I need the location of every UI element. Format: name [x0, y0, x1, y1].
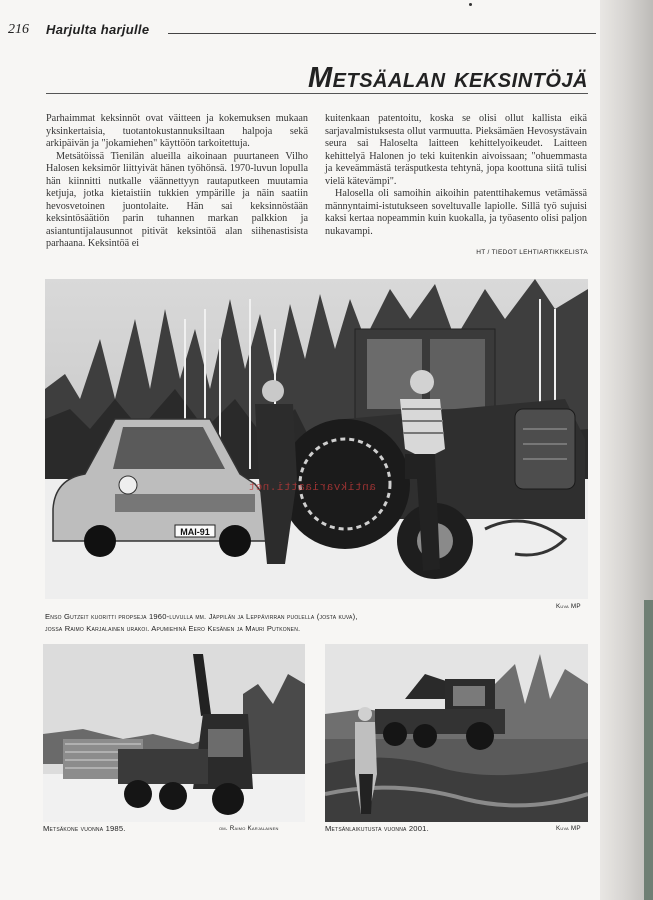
paragraph: Halosella oli samoihin aikoihin patenttihakemus vetämässä männyntaimi-istutukseen soveltuvalle lapiolle. Sillä työ sujuisi kaksi kertaa nopeammin kuin kuokalla, ja työasento olisi paljon nukavampi.	[325, 188, 587, 237]
left-photo-caption: Metsäkone vuonna 1985.	[43, 824, 126, 833]
ink-speck	[469, 3, 472, 6]
scarifying-photo	[325, 644, 588, 822]
running-title: Harjulta harjulle	[46, 22, 150, 37]
watermark: antikvariaatti.net	[248, 482, 376, 494]
paragraph: Parhaimmat keksinnöt ovat väitteen ja kokemuksen mukaan yksinkertaisia, tuotantokustannuksiltaan halpoja sekä arkipäivän ja "jokamiehen" käyttöön tarkoitettuja.	[46, 113, 308, 149]
running-header	[8, 22, 588, 38]
article-title: Metsäalan keksintöjä	[307, 62, 588, 94]
main-photo-credit: Kuva MP	[556, 603, 581, 610]
text-column-2	[325, 113, 587, 238]
paragraph: Metsätöissä Tienilän alueilla aikoinaan puurtaneen Vilho Halosen keksimör liittyivät hänen työhönsä. 1970-luvun lopulla hän kiinnitti nutkalle väännettyyn rautaputkeen muutamia ketjuja, jotka kietaistiin tukkien ympärille ja näin saatiin hevosvetoinen juontolaite. Hän sai keksinnöstään keksintösäätiön parin tuhannen markan palkkion ja asiantuntijalausunnot pitivät keksintöä alan siihenastisista parhaana. Keksintöä ei	[46, 150, 308, 249]
left-photo-credit: om. Raimo Karjalainen	[219, 825, 279, 832]
source-credit: HT / TIEDOT LEHTIARTIKKELISTA	[476, 249, 588, 256]
main-photo-caption-line1: Enso Gutzeit kuoritti propseja 1960-luvulla mm. Jäppilän ja Leppävirran puolella (josta kuva),	[45, 612, 358, 621]
cover-edge	[644, 600, 653, 900]
paragraph: kuitenkaan patentoitu, koska se olisi ollut kallista eikä sarjavalmistuksesta ollut varmuutta. Pieksämäen Hevosystävain seura sai Haloselta laitteen kehittelyoikeudet. Laitteen kehittelyä Halonen jo teki kuitenkin aivoissaan; "ohuemmasta ja keveämmästä teräsputkesta tehtynä, jopa koottuna siitä tulisi vielä kätevämpi".	[325, 113, 587, 187]
license-plate: MAI-91	[180, 527, 210, 537]
right-photo-caption: Metsänlaikutusta vuonna 2001.	[325, 824, 429, 833]
forest-machine-photo	[43, 644, 305, 822]
right-photo-credit: Kuva MP	[556, 825, 581, 832]
header-rule	[168, 33, 596, 34]
main-photo-caption-line2: jossa Raimo Karjalainen urakoi. Apumiehinä Eero Kesänen ja Mauri Putkonen.	[45, 624, 301, 633]
main-photo	[45, 279, 588, 599]
page-number: 216	[8, 22, 29, 37]
text-column-1	[46, 113, 308, 251]
title-rule	[46, 93, 588, 94]
